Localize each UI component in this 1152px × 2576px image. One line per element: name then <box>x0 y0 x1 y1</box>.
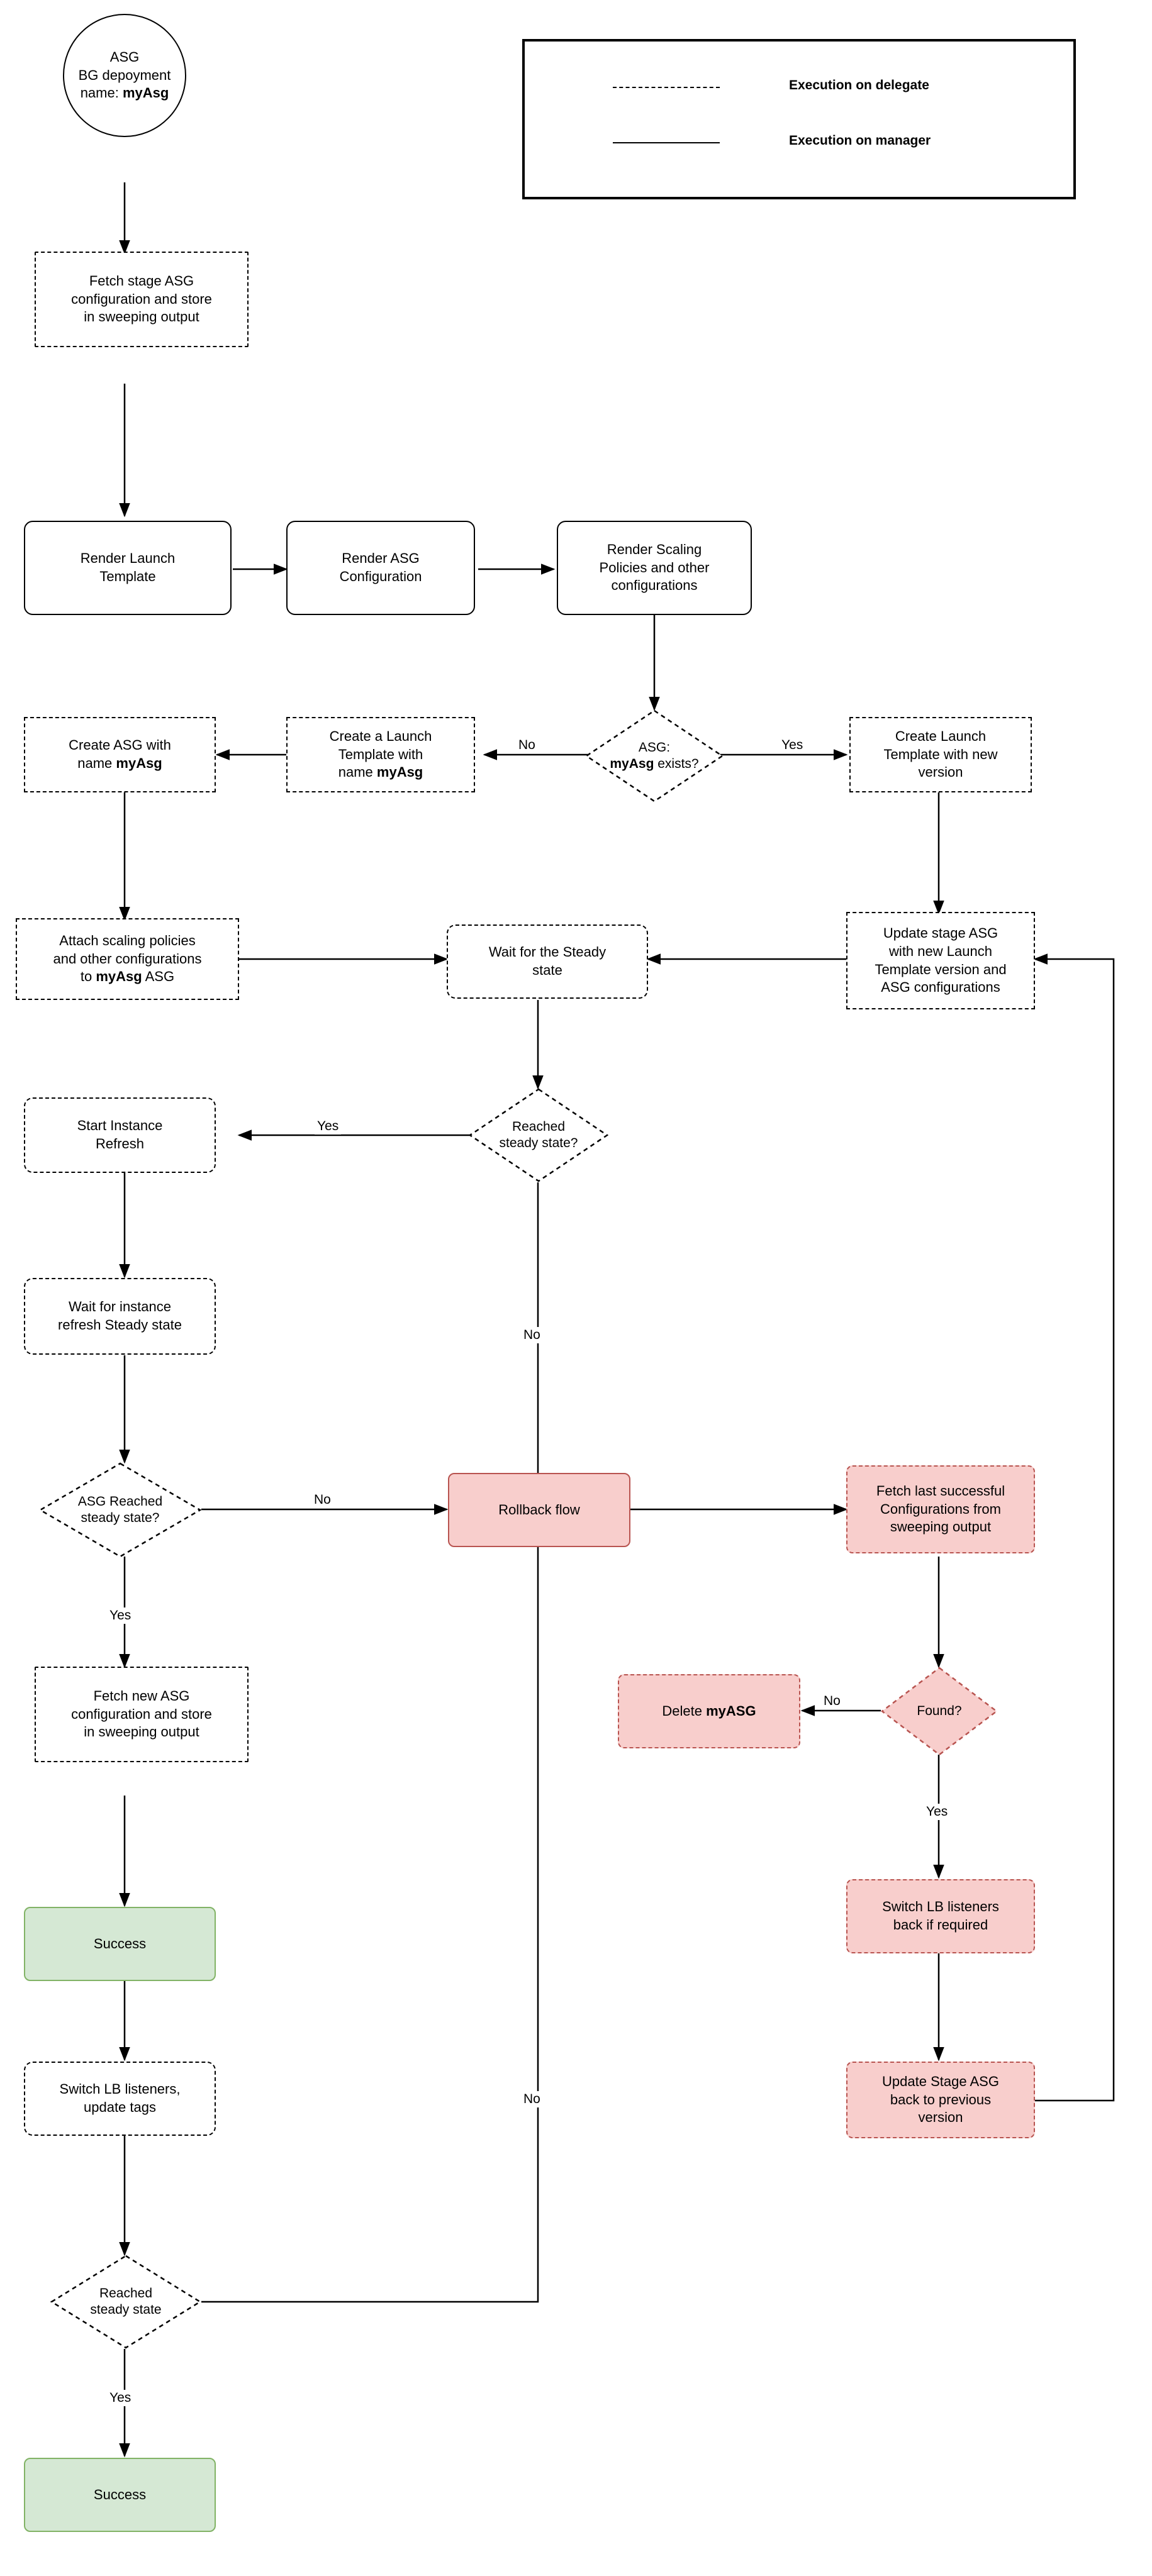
node-asg-exists-decision-label: ASG: myAsg exists? <box>610 740 699 771</box>
node-wait-for-steady-state-label: Wait for the Steady state <box>488 944 607 978</box>
node-success-1-label: Success <box>93 1935 147 1951</box>
node-render-scaling-policies[interactable] <box>557 521 752 615</box>
node-success-1[interactable] <box>24 1907 216 1981</box>
node-start-instance-refresh-label: Start Instance Refresh <box>77 1118 163 1152</box>
node-delete-myasg-label: Delete myASG <box>662 1702 756 1719</box>
node-create-asg-named-label: Create ASG with name myAsg <box>69 737 171 771</box>
edge-label-no-reached-steady-2: No <box>521 2091 543 2107</box>
node-fetch-last-successful-config[interactable] <box>846 1465 1035 1553</box>
node-switch-lb-update-tags-label: Switch LB listeners, update tags <box>59 2081 181 2115</box>
node-wait-instance-refresh[interactable] <box>24 1278 216 1355</box>
node-create-asg-named[interactable] <box>24 717 216 792</box>
edge-label-yes-asg-reached: Yes <box>107 1607 133 1624</box>
legend-manager-label: Execution on manager <box>789 133 931 148</box>
node-update-stage-asg-back-label: Update Stage ASG back to previous version <box>882 2074 999 2126</box>
edge-label-no-reached-steady: No <box>521 1327 543 1343</box>
node-asg-exists-decision[interactable] <box>585 709 724 802</box>
node-fetch-stage-config[interactable] <box>35 252 249 347</box>
legend-solid-line <box>613 142 720 143</box>
edge-label-no-asg-exists: No <box>516 737 538 753</box>
node-create-launch-template-named[interactable] <box>286 717 475 792</box>
edge-label-yes-asg-exists: Yes <box>779 737 805 753</box>
node-rollback-flow-label: Rollback flow <box>498 1501 580 1518</box>
node-reached-steady-state-2-decision[interactable] <box>50 2255 201 2349</box>
node-render-scaling-policies-label: Render Scaling Policies and other configurations <box>599 541 710 594</box>
node-wait-for-steady-state[interactable] <box>447 924 648 999</box>
node-attach-scaling-policies-label: Attach scaling policies and other configurations to myAsg ASG <box>53 933 202 985</box>
edge-label-no-found: No <box>821 1693 843 1709</box>
node-render-launch-template-label: Render Launch Template <box>80 550 176 584</box>
node-success-2[interactable] <box>24 2458 216 2532</box>
node-fetch-new-asg-config[interactable] <box>35 1667 249 1762</box>
node-fetch-new-asg-config-label: Fetch new ASG configuration and store in sweeping output <box>71 1688 212 1740</box>
node-delete-myasg[interactable] <box>618 1674 800 1748</box>
node-render-launch-template[interactable] <box>24 521 232 615</box>
node-found-decision-label: Found? <box>917 1703 962 1718</box>
node-update-stage-asg-back[interactable] <box>846 2062 1035 2138</box>
node-render-asg-configuration-label: Render ASG Configuration <box>339 550 422 584</box>
node-update-stage-asg[interactable] <box>846 912 1035 1009</box>
node-switch-lb-back[interactable] <box>846 1879 1035 1953</box>
node-start[interactable] <box>63 14 186 137</box>
node-asg-reached-steady-decision[interactable] <box>39 1462 201 1558</box>
node-fetch-last-successful-config-label: Fetch last successful Configurations from sweeping output <box>876 1483 1005 1535</box>
legend-dashed-line <box>613 87 720 88</box>
node-success-2-label: Success <box>93 2486 147 2502</box>
node-create-launch-template-named-label: Create a Launch Template with name myAsg <box>329 728 432 780</box>
node-fetch-stage-config-label: Fetch stage ASG configuration and store in sweeping output <box>71 273 212 325</box>
node-create-launch-template-new-version-label: Create Launch Template with new version <box>883 728 998 780</box>
node-reached-steady-state-decision-label: Reached steady state? <box>499 1119 578 1150</box>
edge-label-yes-reached-steady: Yes <box>315 1118 341 1135</box>
node-create-launch-template-new-version[interactable] <box>849 717 1032 792</box>
edge-label-yes-found: Yes <box>924 1804 950 1820</box>
node-start-label: ASG BG depoyment name: myAsg <box>78 49 171 101</box>
edge-label-no-asg-reached: No <box>311 1492 333 1508</box>
legend <box>522 39 1076 199</box>
node-switch-lb-update-tags[interactable] <box>24 2062 216 2136</box>
node-update-stage-asg-label: Update stage ASG with new Launch Template version and ASG configurations <box>875 925 1007 996</box>
legend-delegate-label: Execution on delegate <box>789 78 929 92</box>
node-start-instance-refresh[interactable] <box>24 1097 216 1173</box>
edge-label-yes-reached-steady-2: Yes <box>107 2390 133 2406</box>
node-rollback-flow[interactable] <box>448 1473 630 1547</box>
node-switch-lb-back-label: Switch LB listeners back if required <box>882 1899 999 1933</box>
node-attach-scaling-policies[interactable] <box>16 918 239 1000</box>
node-render-asg-configuration[interactable] <box>286 521 475 615</box>
node-asg-reached-steady-decision-label: ASG Reached steady state? <box>77 1494 163 1525</box>
node-wait-instance-refresh-label: Wait for instance refresh Steady state <box>58 1299 182 1333</box>
node-found-decision[interactable] <box>881 1667 998 1756</box>
node-reached-steady-state-decision[interactable] <box>469 1088 608 1182</box>
node-reached-steady-state-2-decision-label: Reached steady state <box>90 2285 162 2317</box>
